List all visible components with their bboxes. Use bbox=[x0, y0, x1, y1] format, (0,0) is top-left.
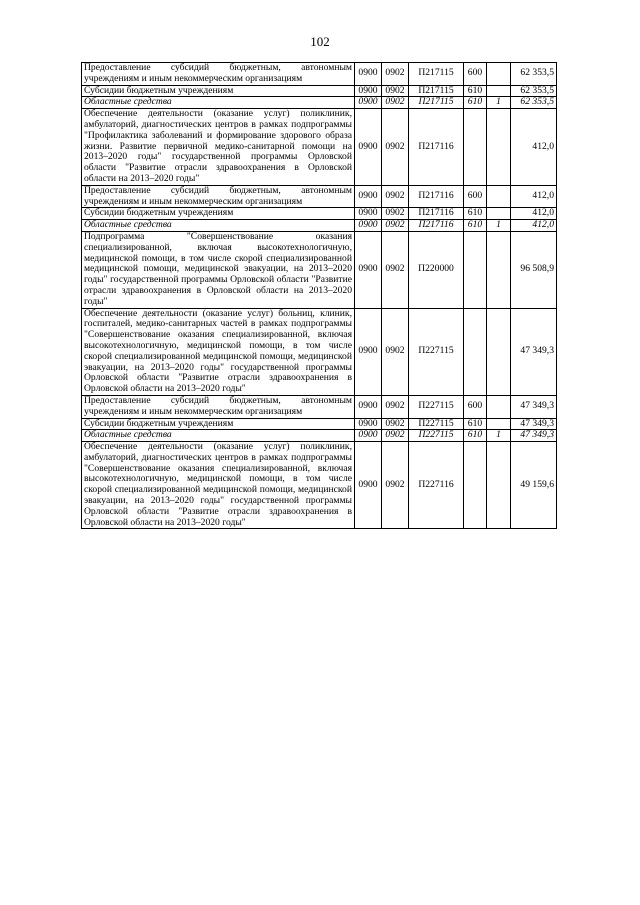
row-expense-type: 600 bbox=[464, 63, 487, 86]
row-section-code: 0902 bbox=[382, 430, 409, 442]
row-section-code: 0902 bbox=[382, 231, 409, 308]
row-target-code: П227115 bbox=[409, 395, 464, 418]
table-row bbox=[82, 63, 557, 86]
row-expense-type: 610 bbox=[464, 418, 487, 430]
row-chapter-code: 0900 bbox=[355, 85, 382, 97]
table-row bbox=[82, 109, 557, 186]
row-target-code: П217116 bbox=[409, 185, 464, 208]
row-fund-code bbox=[487, 85, 511, 97]
row-amount: 62 353,5 bbox=[511, 85, 557, 97]
row-expense-type: 610 bbox=[464, 208, 487, 220]
row-expense-type: 600 bbox=[464, 395, 487, 418]
row-expense-type: 600 bbox=[464, 185, 487, 208]
row-description: Субсидии бюджетным учреждениям bbox=[82, 418, 355, 430]
row-chapter-code: 0900 bbox=[355, 442, 382, 529]
row-amount: 47 349,3 bbox=[511, 395, 557, 418]
table-row bbox=[82, 220, 557, 232]
table-row bbox=[82, 208, 557, 220]
row-description: Областные средства bbox=[82, 220, 355, 232]
row-chapter-code: 0900 bbox=[355, 208, 382, 220]
row-description: Предоставление субсидий бюджетным, автономным учреждениям и иным некоммерческим организациям bbox=[82, 185, 355, 208]
row-target-code: П227116 bbox=[409, 442, 464, 529]
row-chapter-code: 0900 bbox=[355, 308, 382, 395]
row-expense-type bbox=[464, 308, 487, 395]
row-fund-code bbox=[487, 185, 511, 208]
row-chapter-code: 0900 bbox=[355, 430, 382, 442]
row-section-code: 0902 bbox=[382, 208, 409, 220]
row-fund-code bbox=[487, 418, 511, 430]
table-row bbox=[82, 85, 557, 97]
row-amount: 47 349,3 bbox=[511, 430, 557, 442]
row-target-code: П227115 bbox=[409, 308, 464, 395]
row-chapter-code: 0900 bbox=[355, 63, 382, 86]
row-expense-type: 610 bbox=[464, 97, 487, 109]
row-fund-code: 1 bbox=[487, 220, 511, 232]
row-section-code: 0902 bbox=[382, 308, 409, 395]
table-row bbox=[82, 185, 557, 208]
row-target-code: П217115 bbox=[409, 85, 464, 97]
row-chapter-code: 0900 bbox=[355, 231, 382, 308]
row-section-code: 0902 bbox=[382, 220, 409, 232]
row-expense-type: 610 bbox=[464, 85, 487, 97]
table-row bbox=[82, 430, 557, 442]
row-description: Областные средства bbox=[82, 430, 355, 442]
row-section-code: 0902 bbox=[382, 97, 409, 109]
row-section-code: 0902 bbox=[382, 418, 409, 430]
row-section-code: 0902 bbox=[382, 85, 409, 97]
row-fund-code bbox=[487, 442, 511, 529]
row-chapter-code: 0900 bbox=[355, 418, 382, 430]
budget-table bbox=[81, 62, 557, 529]
row-description: Предоставление субсидий бюджетным, автономным учреждениям и иным некоммерческим организациям bbox=[82, 395, 355, 418]
row-amount: 96 508,9 bbox=[511, 231, 557, 308]
row-amount: 47 349,3 bbox=[511, 418, 557, 430]
row-description: Подпрограмма "Совершенствование оказания специализированной, включая высокотехнологичную, медицинской помощи, в том числе скорой специализированной медицинской помощи, медицинской эвакуации, на 2013–2020 годы" государственной программы Орловской области "Развитие отрасли здравоохранения в Орловской области на 2013–2020 годы" bbox=[82, 231, 355, 308]
row-amount: 412,0 bbox=[511, 220, 557, 232]
page-number: 102 bbox=[310, 34, 330, 49]
row-description: Предоставление субсидий бюджетным, автономным учреждениям и иным некоммерческим организациям bbox=[82, 63, 355, 86]
row-fund-code bbox=[487, 109, 511, 186]
row-target-code: П217115 bbox=[409, 97, 464, 109]
row-amount: 412,0 bbox=[511, 109, 557, 186]
row-target-code: П227115 bbox=[409, 430, 464, 442]
row-expense-type bbox=[464, 231, 487, 308]
table-row bbox=[82, 231, 557, 308]
row-expense-type bbox=[464, 442, 487, 529]
table-row bbox=[82, 395, 557, 418]
row-fund-code: 1 bbox=[487, 97, 511, 109]
row-section-code: 0902 bbox=[382, 442, 409, 529]
table-row bbox=[82, 97, 557, 109]
row-section-code: 0902 bbox=[382, 185, 409, 208]
row-expense-type: 610 bbox=[464, 430, 487, 442]
row-target-code: П217116 bbox=[409, 220, 464, 232]
row-target-code: П217116 bbox=[409, 109, 464, 186]
row-description: Обеспечение деятельности (оказание услуг) поликлиник, амбулаторий, диагностических центров в рамках подпрограммы "Совершенствование оказания специализированной, включая высокотехнологичную, медицинской помощи, в том числе скорой специализированной медицинской помощи, медицинской эвакуации, на 2013–2020 годы" государственной программы Орловской области "Развитие отрасли здравоохранения в Орловской области на 2013–2020 годы" bbox=[82, 442, 355, 529]
row-target-code: П217116 bbox=[409, 208, 464, 220]
row-amount: 62 353,5 bbox=[511, 97, 557, 109]
row-section-code: 0902 bbox=[382, 63, 409, 86]
row-description: Субсидии бюджетным учреждениям bbox=[82, 208, 355, 220]
row-amount: 47 349,3 bbox=[511, 308, 557, 395]
row-description: Обеспечение деятельности (оказание услуг) больниц, клиник, госпиталей, медико-санитарных частей в рамках подпрограммы "Совершенствование оказания специализированной, включая высокотехнологичную, медицинской помощи, в том числе скорой специализированной медицинской помощи, медицинской эвакуации, на 2013–2020 годы" государственной программы Орловской области "Развитие отрасли здравоохранения в Орловской области на 2013–2020 годы" bbox=[82, 308, 355, 395]
row-fund-code bbox=[487, 63, 511, 86]
row-description: Субсидии бюджетным учреждениям bbox=[82, 85, 355, 97]
row-section-code: 0902 bbox=[382, 395, 409, 418]
table-row bbox=[82, 308, 557, 395]
row-fund-code bbox=[487, 308, 511, 395]
row-amount: 412,0 bbox=[511, 185, 557, 208]
row-target-code: П227115 bbox=[409, 418, 464, 430]
row-fund-code bbox=[487, 395, 511, 418]
row-section-code: 0902 bbox=[382, 109, 409, 186]
row-chapter-code: 0900 bbox=[355, 220, 382, 232]
table-row bbox=[82, 418, 557, 430]
row-target-code: П217115 bbox=[409, 63, 464, 86]
row-description: Обеспечение деятельности (оказание услуг) поликлиник, амбулаторий, диагностических центров в рамках подпрограммы "Профилактика заболеваний и формирование здорового образа жизни. Развитие первичной медико-санитарной помощи на 2013–2020 годы" государственной программы Орловской области "Развитие отрасли здравоохранения в Орловской области на 2013–2020 годы" bbox=[82, 109, 355, 186]
row-chapter-code: 0900 bbox=[355, 109, 382, 186]
row-fund-code: 1 bbox=[487, 430, 511, 442]
row-amount: 62 353,5 bbox=[511, 63, 557, 86]
row-chapter-code: 0900 bbox=[355, 185, 382, 208]
row-target-code: П220000 bbox=[409, 231, 464, 308]
row-fund-code bbox=[487, 208, 511, 220]
row-expense-type: 610 bbox=[464, 220, 487, 232]
row-chapter-code: 0900 bbox=[355, 395, 382, 418]
row-expense-type bbox=[464, 109, 487, 186]
row-amount: 412,0 bbox=[511, 208, 557, 220]
row-chapter-code: 0900 bbox=[355, 97, 382, 109]
row-fund-code bbox=[487, 231, 511, 308]
table-row bbox=[82, 442, 557, 529]
row-description: Областные средства bbox=[82, 97, 355, 109]
row-amount: 49 159,6 bbox=[511, 442, 557, 529]
